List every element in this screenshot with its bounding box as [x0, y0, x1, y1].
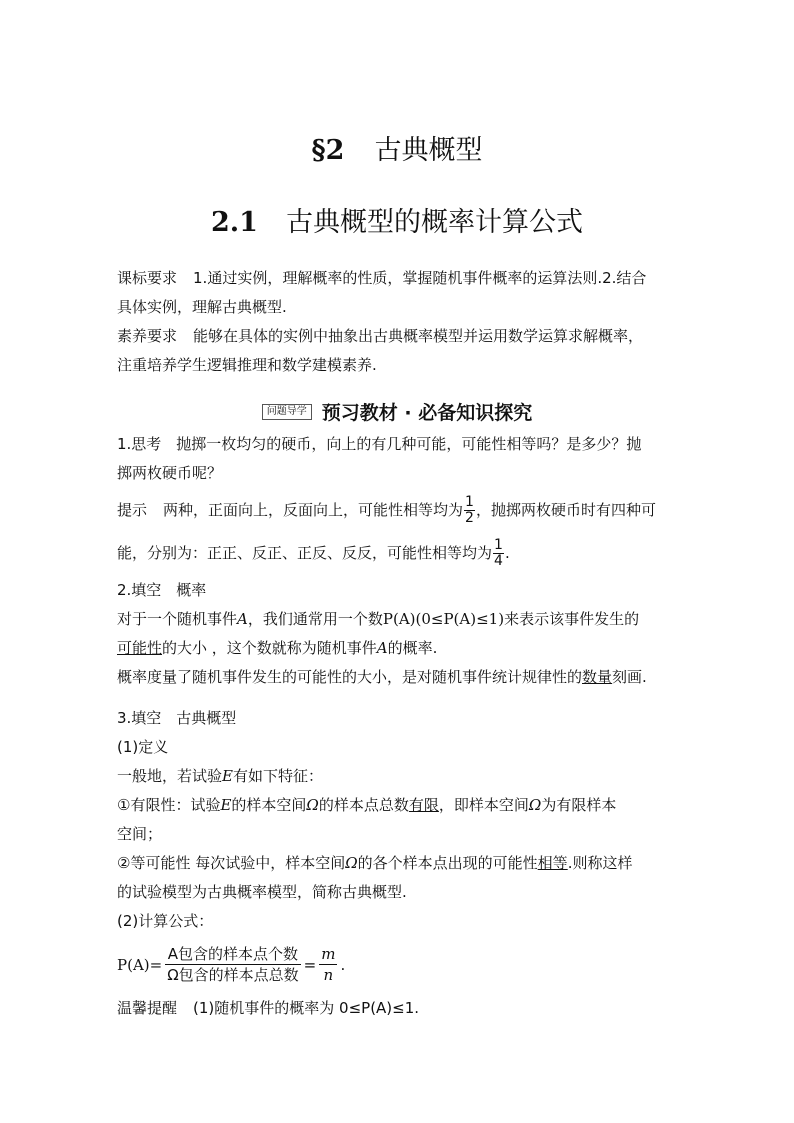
formula-fraction: [165, 944, 300, 985]
hint-line-1: [117, 495, 679, 526]
course-requirement: [117, 264, 679, 293]
text: 刻画.: [612, 668, 647, 686]
feature-equal-cont: 的试验模型为古典概率模型，简称古典概型.: [117, 883, 407, 901]
question-2-line-2: [117, 634, 679, 663]
text: 的样本空间: [231, 796, 307, 814]
text: 为有限样本: [541, 796, 617, 814]
formula-lhs: P(A)=: [117, 955, 163, 974]
text: ，我们通常用一个数: [247, 610, 383, 628]
formula-m: m: [321, 945, 336, 963]
fraction-quarter: [493, 538, 504, 569]
formula-mn-fraction: [319, 944, 337, 985]
probability-formula: [117, 944, 345, 985]
formula-numerator: A包含的样本点个数: [165, 944, 300, 965]
feature-finite: [117, 791, 679, 820]
section-badge: 问题导学: [262, 404, 312, 420]
hint-text: .: [504, 544, 510, 562]
question-2-line-3: [117, 663, 679, 692]
variable-e: E: [222, 767, 233, 785]
text: 的各个样本点出现的可能性: [357, 854, 538, 872]
text: 一般地，若试验: [117, 767, 223, 785]
formula-n: n: [323, 966, 334, 984]
fraction-numerator: 1: [494, 537, 503, 553]
section-banner-title: 预习教材 · 必备知识探究: [321, 402, 533, 424]
blank-answer: 数量: [582, 668, 613, 686]
text: ①有限性：试验: [117, 796, 221, 814]
course-requirement-label: 课标要求: [117, 269, 178, 287]
variable-a: A: [237, 610, 248, 628]
literacy-requirement-label: 素养要求: [117, 327, 178, 345]
reminder-label: 温馨提醒: [117, 999, 178, 1017]
text: ，即样本空间: [438, 796, 529, 814]
probability-range: P(A)(0≤P(A)≤1): [382, 610, 505, 628]
course-requirement-text: 1.通过实例，理解概率的性质，掌握随机事件概率的运算法则.2.结合: [193, 269, 647, 287]
text: 对于一个随机事件: [117, 610, 238, 628]
feature-equal: [117, 849, 679, 878]
definition-intro: [117, 762, 679, 791]
text: 概率度量了随机事件发生的可能性的大小，是对随机事件统计规律性的: [117, 668, 583, 686]
literacy-requirement-text: 能够在具体的实例中抽象出古典概率模型并运用数学运算求解概率，: [193, 327, 644, 345]
fraction-denominator: 4: [494, 553, 503, 569]
variable-a: A: [376, 639, 388, 657]
requirements-block: [117, 264, 679, 380]
text: 的样本点总数: [318, 796, 409, 814]
reminder-text: (1)随机事件的概率为 0≤P(A)≤1.: [193, 999, 420, 1017]
hint-label: 提示: [117, 501, 148, 519]
text: 有如下特征：: [232, 767, 323, 785]
question-2-title: 2.填空 概率: [117, 581, 207, 599]
subsection-title: 古典概型的概率计算公式: [285, 207, 583, 238]
literacy-requirement-cont: 注重培养学生逻辑推理和数学建模素养.: [117, 356, 377, 374]
variable-e: E: [220, 796, 232, 814]
section-title: 古典概型: [374, 135, 483, 166]
text: 来表示该事件发生的: [504, 610, 640, 628]
formula-end: .: [340, 955, 346, 974]
blank-answer: 相等: [537, 854, 568, 872]
section-number: §2: [311, 135, 345, 166]
variable-omega: Ω: [306, 796, 319, 814]
text: ②等可能性 每次试验中，样本空间: [117, 854, 346, 872]
definition-heading: (1)定义: [117, 738, 169, 756]
fraction-half: [464, 495, 475, 526]
text: .则称这样: [567, 854, 633, 872]
variable-omega: Ω: [528, 796, 542, 814]
question-1-line-1: 1.思考 抛掷一枚均匀的硬币，向上的有几种可能，可能性相等吗？是多少？抛: [117, 435, 642, 453]
question-1-line-2: 掷两枚硬币呢？: [117, 464, 223, 482]
section-heading: [0, 128, 794, 167]
subsection-heading: [0, 200, 794, 239]
formula-heading: (2)计算公式：: [117, 912, 214, 930]
text: 的大小 ，这个数就称为随机事件: [162, 639, 377, 657]
fraction-numerator: 1: [465, 494, 474, 510]
hint-text: 能，分别为：正正、反正、正反、反反，可能性相等均为: [117, 544, 493, 562]
question-3: [117, 704, 679, 936]
question-1: [117, 430, 679, 488]
feature-finite-cont: 空间；: [117, 825, 163, 843]
blank-answer: 有限: [408, 796, 439, 814]
subsection-number: 2.1: [211, 207, 258, 238]
hint-line-2: [117, 538, 679, 569]
section-banner: [0, 398, 794, 425]
question-3-title: 3.填空 古典概型: [117, 709, 237, 727]
formula-denominator: Ω包含的样本点总数: [167, 966, 299, 984]
variable-omega: Ω: [345, 854, 358, 872]
blank-answer: 可能性: [117, 639, 163, 657]
course-requirement-cont: 具体实例，理解古典概型.: [117, 298, 287, 316]
hint-text: 两种，正面向上，反面向上，可能性相等均为: [163, 501, 464, 519]
question-2: [117, 576, 679, 692]
literacy-requirement: [117, 322, 679, 351]
fraction-denominator: 2: [465, 510, 474, 526]
hint-text: ，抛掷两枚硬币时有四种可: [475, 501, 656, 519]
reminder: [117, 994, 679, 1023]
text: 的概率.: [387, 639, 438, 657]
question-2-line-1: [117, 605, 679, 634]
formula-equals: =: [303, 955, 317, 974]
